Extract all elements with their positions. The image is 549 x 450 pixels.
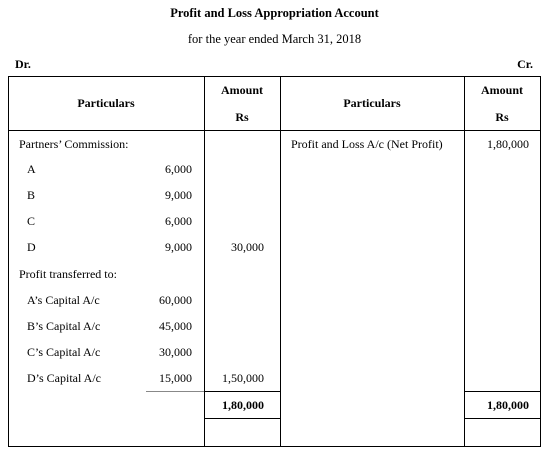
table-top-border [8,76,541,77]
left-amount-header: Amount [220,83,263,97]
credit-particular: Profit and Loss A/c (Net Profit) [291,137,443,151]
commission-amount-d: 9,000 [165,240,192,254]
capital-amount-d: 15,000 [159,371,192,385]
credit-label: Cr. [517,57,533,71]
left-rs-header: Rs [235,110,249,124]
capital-account-c: C’s Capital A/c [27,345,101,359]
credit-grand-total: 1,80,000 [487,398,529,412]
right-total-bottom-rule [464,418,541,419]
header-bottom-border [8,130,541,131]
credit-amount: 1,80,000 [487,137,529,151]
commission-partner-b: B [27,188,36,202]
right-amount-header: Amount [480,83,523,97]
commission-amount-a: 6,000 [165,162,192,176]
commission-amount-c: 6,000 [165,214,192,228]
capital-amount-a: 60,000 [159,293,192,307]
table-bottom-border [8,446,541,447]
commission-heading: Partners’ Commission: [19,137,129,151]
debit-label: Dr. [15,57,31,71]
page-title: Profit and Loss Appropriation Account [170,6,379,20]
profit-transfer-heading: Profit transferred to: [19,267,117,281]
commission-total: 30,000 [231,240,264,254]
commission-partner-c: C [27,214,36,228]
commission-amount-b: 9,000 [165,188,192,202]
commission-partner-a: A [27,162,36,176]
capital-account-b: B’s Capital A/c [27,319,101,333]
capital-subtotal-rule [146,391,204,392]
right-particulars-header: Particulars [343,96,401,110]
table-left-border [8,76,9,447]
capital-amount-b: 45,000 [159,319,192,333]
capital-account-d: D’s Capital A/c [27,371,101,385]
commission-partner-d: D [27,240,36,254]
page-subtitle: for the year ended March 31, 2018 [187,32,362,46]
left-total-bottom-rule [204,418,280,419]
col-divider-middle [280,76,281,447]
left-particulars-header: Particulars [77,96,135,110]
capital-account-a: A’s Capital A/c [27,293,100,307]
right-total-top-rule [464,391,541,392]
capital-total: 1,50,000 [222,371,264,385]
debit-grand-total: 1,80,000 [222,398,264,412]
right-rs-header: Rs [495,110,509,124]
left-total-top-rule [204,391,280,392]
capital-amount-c: 30,000 [159,345,192,359]
